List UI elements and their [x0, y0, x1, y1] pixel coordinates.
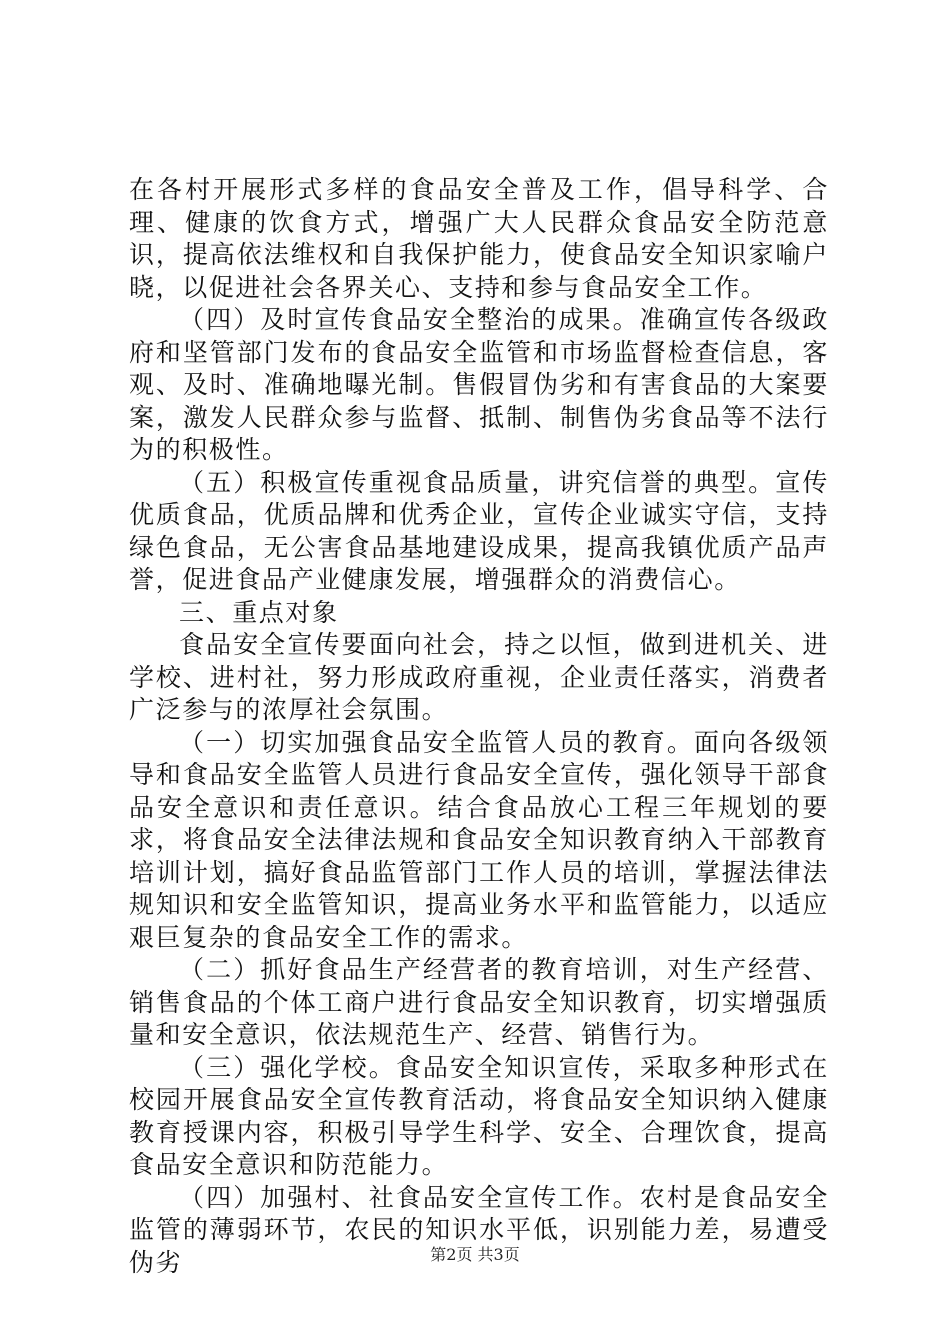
paragraph: （五）积极宣传重视食品质量，讲究信誉的典型。宣传优质食品，优质品牌和优秀企业，宣传企业诚实守信，支持绿色食品，无公害食品基地建设成果，提高我镇优质产品声誉，促进食品产业健康发展，增强群众的消费信心。: [129, 467, 829, 594]
document-body: [129, 174, 829, 1279]
paragraph: （四）加强村、社食品安全宣传工作。农村是食品安全监管的薄弱环节，农民的知识水平低，识别能力差，易遭受伪劣: [129, 1182, 829, 1277]
page-number-footer: 第2页 共3页: [430, 1245, 520, 1264]
paragraph: （四）及时宣传食品安全整治的成果。准确宣传各级政府和坚管部门发布的食品安全监管和市场监督检查信息，客观、及时、准确地曝光制。售假冒伪劣和有害食品的大案要案，激发人民群众参与监督、抵制、制售伪劣食品等不法行为的积极性。: [129, 305, 829, 464]
paragraph: 在各村开展形式多样的食品安全普及工作，倡导科学、合理、健康的饮食方式，增强广大人民群众食品安全防范意识，提高依法维权和自我保护能力，使食品安全知识家喻户晓，以促进社会各界关心、支持和参与食品安全工作。: [129, 175, 829, 302]
paragraph: （三）强化学校。食品安全知识宣传，采取多种形式在校园开展食品安全宣传教育活动，将食品安全知识纳入健康教育授课内容，积极引导学生科学、安全、合理饮食，提高食品安全意识和防范能力。: [129, 1052, 829, 1179]
section-heading: 三、重点对象: [179, 597, 339, 627]
paragraph: （二）抓好食品生产经营者的教育培训，对生产经营、销售食品的个体工商户进行食品安全知识教育，切实增强质量和安全意识，依法规范生产、经营、销售行为。: [129, 955, 829, 1049]
paragraph: 食品安全宣传要面向社会，持之以恒，做到进机关、进学校、进村社，努力形成政府重视，企业责任落实，消费者广泛参与的浓厚社会氛围。: [129, 630, 829, 724]
paragraph: （一）切实加强食品安全监管人员的教育。面向各级领导和食品安全监管人员进行食品安全宣传，强化领导干部食品安全意识和责任意识。结合食品放心工程三年规划的要求，将食品安全法律法规和食品安全知识教育纳入干部教育培训计划，搞好食品监管部门工作人员的培训，掌握法律法规知识和安全监管知识，提高业务水平和监管能力，以适应艰巨复杂的食品安全工作的需求。: [129, 727, 829, 952]
